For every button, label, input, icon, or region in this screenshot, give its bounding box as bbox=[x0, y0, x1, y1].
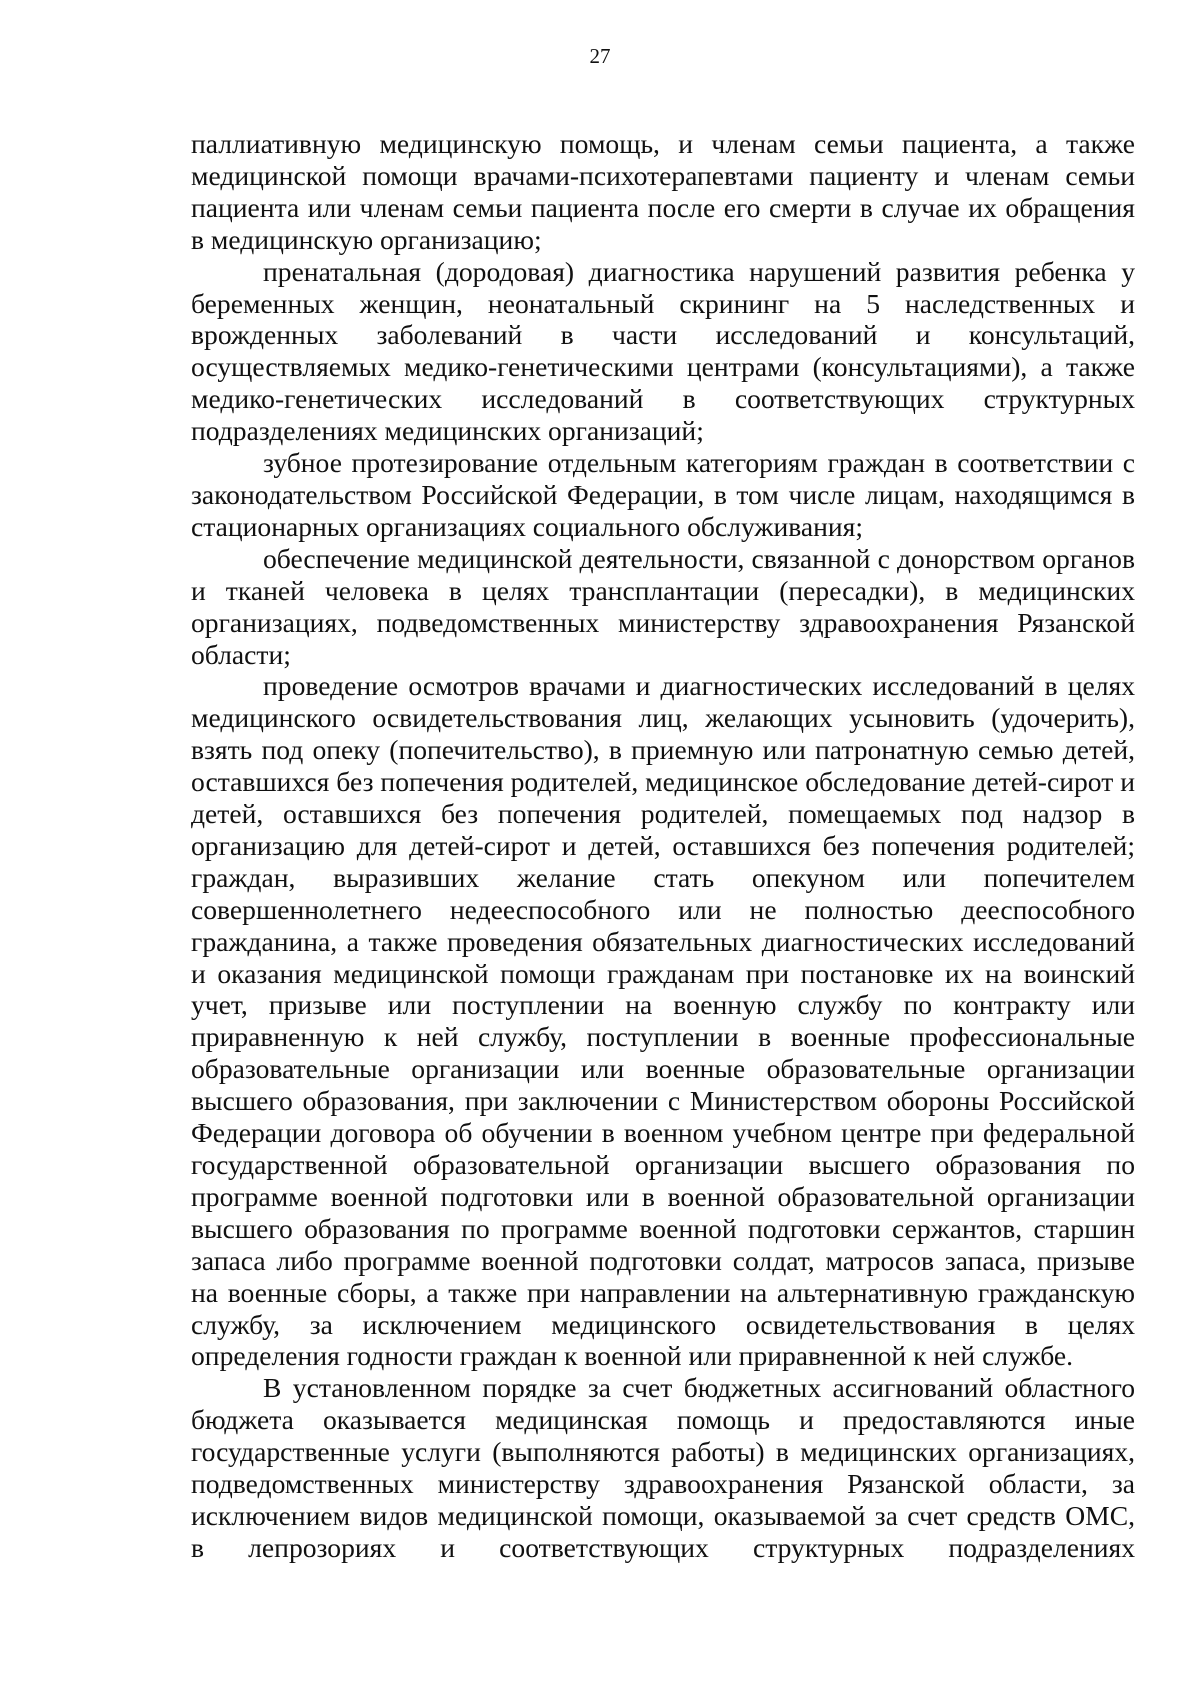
paragraph-medical-examinations: проведение осмотров врачами и диагностических исследований в целях медицинского освидетельствования лиц, желающих усыновить (удочерить), взять под опеку (попечительство), в приемную или патронатную семью детей, оставшихся без попечения родителей, медицинское обследование детей-сирот и детей, оставшихся без попечения родителей, помещаемых под надзор в организацию для детей-сирот и детей, оставшихся без попечения родителей; граждан, выразивших желание стать опекуном или попечителем совершеннолетнего недееспособного или не полностью дееспособного гражданина, а также проведения обязательных диагностических исследований и оказания медицинской помощи гражданам при постановке их на воинский учет, призыве или поступлении на военную службу по контракту или приравненную к ней службу, поступлении в военные профессиональные образовательные организации или военные образовательные организации высшего образования, при заключении с Министерством обороны Российской Федерации договора об обучении в военном учебном центре при федеральной государственной образовательной организации высшего образования по программе военной подготовки или в военной образовательной организации высшего образования по программе военной подготовки сержантов, старшин запаса либо программе военной подготовки солдат, матросов запаса, призыве на военные сборы, а также при направлении на альтернативную гражданскую службу, за исключением медицинского освидетельствования в целях определения годности граждан к военной или приравненной к ней службе. bbox=[191, 670, 1135, 1372]
page-number: 27 bbox=[589, 44, 611, 68]
document-body bbox=[191, 128, 1135, 1564]
paragraph-organ-donation: обеспечение медицинской деятельности, связанной с донорством органов и тканей человека в целях трансплантации (пересадки), в медицинских организациях, подведомственных министерству здравоохранения Рязанской области; bbox=[191, 542, 1135, 670]
paragraph-dental-prosthetics: зубное протезирование отдельным категориям граждан в соответствии с законодательством Российской Федерации, в том числе лицам, находящимся в стационарных организациях социального обслуживания; bbox=[191, 447, 1135, 542]
paragraph-palliative-care: паллиативную медицинскую помощь, и членам семьи пациента, а также медицинской помощи врачами-психотерапевтами пациенту и членам семьи пациента или членам семьи пациента после его смерти в случае их обращения в медицинскую организацию; bbox=[191, 128, 1135, 255]
paragraph-regional-budget: В установленном порядке за счет бюджетных ассигнований областного бюджета оказывается медицинская помощь и предоставляются иные государственные услуги (выполняются работы) в медицинских организациях, подведомственных министерству здравоохранения Рязанской области, за исключением видов медицинской помощи, оказываемой за счет средств ОМС, в лепрозориях и соответствующих структурных подразделениях bbox=[191, 1372, 1135, 1563]
paragraph-prenatal-diagnostics: пренатальная (дородовая) диагностика нарушений развития ребенка у беременных женщин, неонатальный скрининг на 5 наследственных и врожденных заболеваний в части исследований и консультаций, осуществляемых медико-генетическими центрами (консультациями), а также медико-генетических исследований в соответствующих структурных подразделениях медицинских организаций; bbox=[191, 255, 1135, 447]
